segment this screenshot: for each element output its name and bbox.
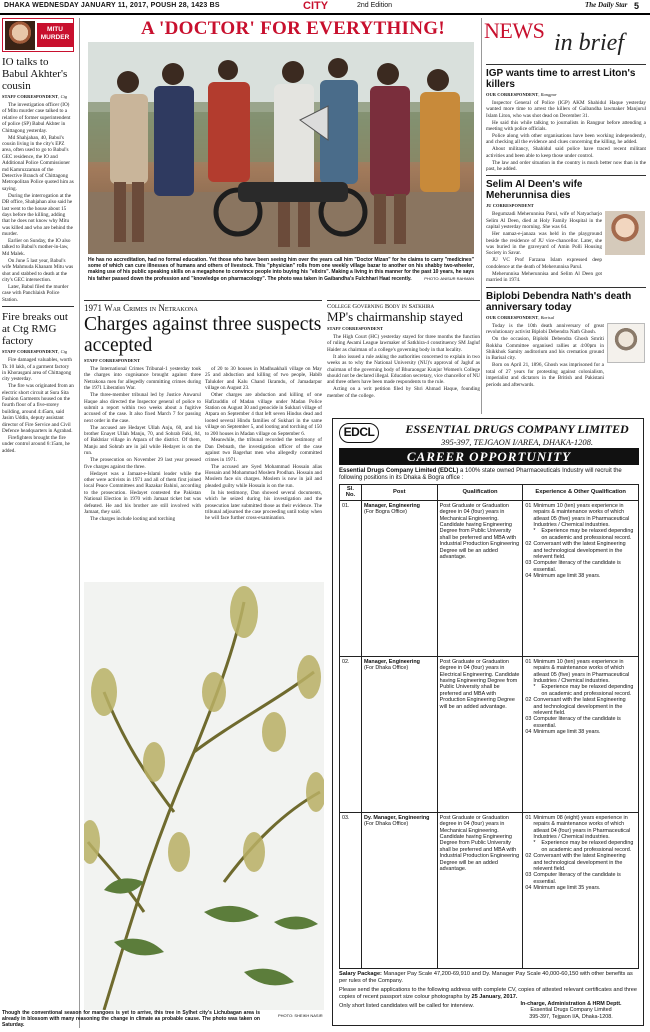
brief1-headline: IGP wants time to arrest Liton's killers (486, 68, 636, 90)
exp-num: 02 (525, 853, 532, 860)
story4-para: Acting on a writ petition filed by Shri Ahmad Haque, founding member of the college. (327, 386, 480, 399)
story1-byline-loc: , Ctg (58, 94, 68, 99)
divider (2, 306, 74, 307)
nib-word-brief: in brief (554, 30, 624, 56)
col-header-sl: Sl. No. (340, 485, 362, 501)
story3-col1 (84, 366, 201, 523)
story3-para: The charges include looting and torching (90, 515, 176, 522)
ad-company-address: 395-397, TEJGAON I/AREA, DHAKA-1208. (440, 437, 594, 447)
story3-para: of 20 to 30 houses in Madhuakhali village on May 25 and abduction and killing of two people, Habib Talukder and Kalu Chand Ikramdu, of Jamadarpur village on August 23. (205, 366, 322, 392)
exp-text: Minimum age limit 38 years. (533, 573, 601, 580)
sign-line1: In-charge, Administration & HRM Deptt. (520, 1001, 622, 1007)
row-post-office: (For Bogra Office) (363, 509, 407, 516)
photo-caption-text: He has no accreditation, had no formal education. Yet those who have been seeing him over the years call him "Doctor Mizan" for he claims to carry "medicines" some of which can cure illnesses of humans and others of livestock. This "physician" rolls from one weekly village bazar to another on his shabby two-wheeler, making use of his public speaking skills on a megaphone to convince people into buying his "elixirs". Making a living in this manner for the past 10 years, he says his father passed down the profession and "knowledge on pharmacology". The photo was taken in Gaibandha's Fulchhari Haat recently. (88, 257, 474, 282)
exp-text: Minimum 10 (ten) years experience in repairs & maintenance works of which atleast 05 (five) years in Pharmaceutical Industries / Chemical industries. (533, 502, 630, 529)
col-header-experience: Experience & Other Qualification (523, 485, 639, 501)
story3-col2 (205, 366, 322, 523)
story1-headline: IO talks to Babul Akhter's cousin (2, 56, 68, 92)
exp-item (525, 573, 636, 579)
story3-para: Hedayet was a Jamaat-e-Islami leader while the other were activists in 1971 and all of them first joined local Peace Committees and Razakar Bahini, according to the prosecution. Hedayet contested the Pakistan National Election in 1970 with Jamaat ticket but was defeated. He and his brother are still involved with Jamaat, they said. (84, 470, 201, 515)
exp-item (525, 528, 636, 541)
ad-intro (339, 468, 639, 482)
brief3-para: Today is the 10th death anniversary of great revolutionary activist Biplobi Debendra Nath Ghosh. (486, 322, 604, 336)
table-row (340, 812, 639, 968)
story4-byline: STAFF CORRESPONDENT (327, 326, 384, 331)
brief2-para: Meherunnisa Meherunnisa and Selim Al Deen got married in 1974. (486, 270, 602, 284)
brief1-para: About militancy, Shahidul said police have traced recent militant activities and been able to keep those under control. (486, 146, 646, 159)
brief1-para: Police along with other organisations have been working independently, and checking all the evidence and clues concerning the killing, he added. (486, 133, 646, 146)
divider (84, 300, 322, 301)
col-header-post: Post (361, 485, 437, 501)
brief3-body (486, 323, 604, 389)
story3-para: Meanwhile, the tribunal recorded the testimony of Dan Debnath, the investigation officer of the case against two Bagerhat men who allegedly committed crimes in 1971. (205, 437, 322, 463)
exp-item (525, 716, 636, 729)
mitu-tag-line2: MURDER (40, 34, 70, 41)
career-opportunity-band: CAREER OPPORTUNITY (339, 448, 639, 465)
brief3-byline-name: OUR CORRESPONDENT (486, 314, 539, 320)
story1-byline (2, 94, 74, 99)
exp-text: Minimum age limit 35 years. (533, 885, 601, 892)
story3-byline: STAFF CORRESPONDENT (84, 358, 141, 363)
story1-para: Later, Babul filed the murder case with Panchlaish Police Station. (2, 283, 69, 303)
story1-para: Earlier on Sunday, the IO also talked to Babul's mother-in-law, Md Malek. (2, 238, 71, 257)
brief3-para: On the occasion, Biplobi Debendra Ghosh Smriti Rokkha Committee organised rallies at 4:00pm in Shikkhok Samity auditorium and his cremation ground in Barisal city. (486, 336, 604, 362)
exp-item (525, 815, 636, 841)
apply-text: Please send the applications to the following address with complete CV, copies of attested relevant certificates and three copies of recent passport size colour photographs by (339, 987, 637, 1000)
war-crimes-story (84, 303, 322, 523)
exp-num: 03 (525, 560, 532, 567)
mango-blossom-illustration (84, 582, 324, 1010)
mp-chairmanship-story (327, 303, 480, 400)
news-in-brief (486, 64, 646, 389)
exp-item (525, 684, 636, 697)
doctor-mizan-photo (88, 42, 474, 254)
row-qualification: Post Graduate or Graduation degree in 04 (four) years in Mechanical Engineering. Candidate having Engineering Degree from Public University shall be preferred and MBA with Industrial Production Engineering Degree will be an added advantage. (437, 500, 523, 656)
brief2-para: Begumzadi Meherunnisa Parul, wife of Natyacharjo Selim Al Deen, died at Holy Family Hospital in the capital yesterday morning. She was 64. (486, 211, 602, 231)
exp-text: Computer literacy of the candidate is essential. (533, 716, 621, 729)
brief2-para: Her namaz-e-janaza was held in the playground beside the residence of JU vice-chancellor. Later, she was buried in the graveyard of Amin Polli Housing Society in Savar. (486, 231, 602, 257)
row-post-title: Dy. Manager, Engineering (363, 814, 430, 821)
exp-num: 04 (525, 573, 532, 580)
row-sl: 02. (340, 656, 362, 812)
exp-item (525, 885, 636, 891)
exp-num: 02 (525, 541, 532, 548)
divider (486, 175, 646, 176)
story1-byline-name: STAFF CORRESPONDENT (2, 94, 59, 99)
shortlist-note: Only short listed candidates will be called for interview. (339, 1003, 474, 1009)
mango-blossom-photo (84, 582, 324, 1010)
story4-para: It also issued a rule asking the authorities concerned to explain in two weeks as to why the National University (NU)'s approval of Jagluf as chairman of the governing body of Bhuraongar Kunjur Women's College should not be declared illegal. Education secretary, vice chancellor of NU and three others have been made respondents to the rule. (327, 353, 480, 386)
column-divider (481, 18, 482, 414)
brief2-byline: JU CORRESPONDENT (486, 203, 534, 209)
exp-text: Experience may be relaxed depending on academic and professional record. (541, 528, 634, 541)
exp-text: Conversant with the latest Engineering and technological development in the relevent field. (533, 541, 626, 561)
row-post (361, 812, 437, 968)
story2-para: Fire damaged valuables, worth Tk 10 lakh, of a garment factory in Khorasgani area of Chittagong city yesterday. (2, 357, 72, 383)
photo-credit: PHOTO: ANISUR RAHMAN (424, 275, 474, 281)
mitu-murder-tag (2, 18, 74, 52)
row-post-office: (For Dhaka Office) (363, 665, 409, 672)
brief1-para: The law and order situation in the country is much better now than in the past, he added. (486, 159, 646, 173)
story3-para: The prosecution on November 29 last year pressed five charges against the three. (84, 457, 201, 470)
row-post-title: Manager, Engineering (363, 658, 420, 665)
story3-para: The three-member tribunal led by Justice Anwarul Haque also directed the Inspector general of police to submit a report within two weeks about a fugitive accused of the case. It also fixed March 7 for passing next order in the case. (84, 392, 201, 424)
ad-signature (503, 1001, 639, 1020)
story3-para: Other charges are abduction and killing of one Hafizuddin of Madan village under Madan Police Station on August 30 and genocide in Sukhari village of Atpara on September 4 that left seven Hindus dead and looted several Hindu families of Sukhari in the same village on September 5, and looting and torching of 150 to 200 houses in Madan village on September 6. (205, 392, 322, 437)
ad-company-name: ESSENTIAL DRUGS COMPANY LIMITED (405, 422, 629, 436)
exp-text: Minimum 08 (eight) years experience in repairs & maintenance works of which atleast 04 (four) years in Pharmaceutical Industries / Chemical industries. (533, 814, 631, 841)
story1-para: On June 5 last year, Babul's wife Mahmuda Khanam Mitu was shot and stabbed to death at the city's GEC intersection. (2, 257, 74, 283)
row-experience (523, 656, 639, 812)
section-name: CITY (303, 0, 329, 12)
row-qualification: Post Graduate or Graduation degree in 04 (four) years in Electrical Engineering. Candidate having Engineering Degree from Public University shall be preferred and MBA with Production Engineering Degree will be an added advantage. (437, 656, 523, 812)
salary-label: Salary Package: (339, 971, 382, 977)
edition-label: 2nd Edition (357, 2, 393, 9)
divider (486, 64, 646, 65)
apply-instructions (339, 987, 639, 1001)
exp-text: Conversant with the latest Engineering and technological development in the relevent field. (533, 697, 626, 717)
exp-item (525, 697, 636, 716)
story1-para: Md Shahjahan, 40, Babul's cousin living in the city's EPZ area, often used to go to Babul's GEC residence, the IO and Additional Police Commissioner md Kamruzzaman of the Detective Branch of Chittagong Metropolitan Police quoted him as saying. (2, 134, 74, 192)
exp-text: Computer literacy of the candidate is essential. (533, 560, 621, 573)
job-table (339, 484, 639, 969)
row-post-title: Manager, Engineering (363, 502, 420, 509)
feature-title: A 'DOCTOR' FOR EVERYTHING! (141, 18, 445, 39)
row-sl: 03. (340, 812, 362, 968)
story4-headline: MP's chairmanship stayed (327, 309, 463, 324)
exp-item (525, 503, 636, 529)
divider (327, 300, 480, 301)
story1-para: The investigation officer (IO) of Mitu murder case talked to a relative of former superintendent of police (SP) Babul Akhter in Chittagong yesterday. (2, 102, 71, 134)
crowd-scene-illustration (88, 42, 474, 254)
exp-num: 03 (525, 872, 532, 879)
col-header-qualification: Qualification (437, 485, 523, 501)
debendra-ghosh-portrait (607, 323, 645, 363)
nib-word-news: NEWS (484, 18, 545, 43)
brief1-body (486, 100, 646, 172)
exp-text: Experience may be relaxed depending on academic and professional record. (541, 684, 634, 697)
story3-para: The accused are Syed Mohammad Hossain alias Hossain and Mohammad Moslem Prodhan. Hossain and Moslem face six charges. Moslem is now in jail and pleaded guilty while Hossain is on the run. (205, 463, 322, 489)
story2-headline: Fire breaks out at Ctg RMG factory (2, 311, 68, 348)
story2-body (2, 357, 74, 454)
brief3-para: Born on April 21, 1896, Ghosh was imprisoned for a total of 27 years for protesting against colonialism, imperialist and dictators in the British and Pakistani periods and afterwards. (486, 362, 604, 388)
brief1-para: He said this while talking to journalists in Rangpur before attending a meeting with police officials. (486, 119, 646, 133)
story2-para: The fire was originated from an electric short circuit at Sura Sita Fashion Garments housed on the fourth floor of a five-storey building, around 4:45am, said Jasim Uddin, deputy assistant director of Fire Service and Civil Defence headquarters in Agrabad. (2, 383, 74, 435)
row-qualification: Post Graduate or Graduation degree in 04 (four) years in Mechanical Engineering. Candidate having Engineering Degree from Public University shall be preferred and MBA with Industrial Production Engineering Degree will be an added advantage. (437, 812, 523, 968)
brief1-byline (486, 92, 646, 97)
exp-num: 01 (525, 502, 532, 509)
sign-line2: Essential Drugs Company Limited (530, 1007, 612, 1014)
story1-body (2, 102, 74, 303)
exp-num: 03 (525, 716, 532, 723)
brief3-byline (486, 315, 646, 320)
story3-headline: Charges against three suspects accepted (84, 314, 322, 356)
news-in-brief-header (484, 18, 647, 60)
story2-byline-name: STAFF CORRESPONDENT (2, 349, 59, 355)
exp-item (525, 840, 636, 853)
exp-text: Conversant with the latest Engineering and technological development in the relevent field. (533, 853, 626, 873)
exp-item (525, 872, 636, 885)
row-post (361, 656, 437, 812)
row-sl: 01. (340, 500, 362, 656)
job-table-body (340, 500, 639, 968)
apply-deadline: 25 January, 2017. (471, 993, 518, 1000)
row-post-office: (For Dhaka Office) (363, 821, 409, 828)
exp-item (525, 541, 636, 560)
exp-text: Computer literacy of the candidate is essential. (533, 872, 621, 885)
brief2-headline: Selim Al Deen's wife Meherunnisa dies (486, 179, 583, 202)
story3-para: The International Crimes Tribunal-1 yesterday took the charges into cognisance brought against three Netrakona men for allegedly committing crimes during the 1971 Liberation War. (84, 366, 201, 392)
story2-para: Firefighters brought the fire under control around 6:15am, he added. (2, 434, 70, 454)
brief1-byline-loc: , Rangpur (538, 92, 557, 97)
mango-caption: Though the conventional season for mangoes is yet to arrive, this tree in Sylhet city's Lichubagan area is already in blossom with many reasoning the change in climate as probable cause. The photo was taken on Saturday. (2, 1010, 260, 1028)
edcl-logo: EDCL (339, 423, 379, 443)
exp-item (525, 560, 636, 573)
mango-photo-credit: PHOTO: SHEIKH NASIR (278, 1013, 323, 1018)
job-table-header (340, 485, 639, 501)
mitu-portrait (5, 21, 35, 50)
brief2-para: JU VC Prof Farzana Islam expressed deep condolence at the death of Meherunnisa Parul. (486, 257, 602, 270)
story4-body (327, 334, 480, 399)
exp-num: 01 (525, 658, 532, 665)
exp-num: * (533, 684, 536, 691)
story1-para: During the interrogation at the DB office, Shahjahan also said he last went to the house about 15 days before the killing, adding that he does not know why Mitu was killed and who are behind the murder. (2, 192, 73, 238)
page-number: 5 (634, 1, 640, 11)
exp-num: * (533, 528, 536, 535)
story4-kicker: College Governing Body in Satkhira (327, 303, 435, 310)
exp-num: 04 (525, 729, 532, 736)
brief3-headline: Biplobi Debendra Nath's death anniversary today (486, 290, 632, 313)
exp-item (525, 659, 636, 685)
column-divider (79, 18, 80, 1028)
mitu-tag-band (37, 23, 73, 47)
exp-text: Minimum age limit 38 years. (533, 729, 601, 736)
edcl-career-ad (332, 418, 644, 1026)
exp-num: 02 (525, 697, 532, 704)
sign-line3: 395-397, Tejgaon I/A, Dhaka-1208. (529, 1013, 613, 1020)
left-column (2, 18, 74, 455)
story2-byline-loc: , Ctg (58, 349, 68, 355)
ad-intro-bold: Essential Drugs Company Limited (EDCL) (339, 468, 459, 474)
brief2-body (486, 211, 602, 283)
divider (486, 287, 646, 288)
exp-item (525, 729, 636, 735)
story3-para: The accused are Hedayet Ullah Anju, 60, and his brother Enayet Ullah Manju, 70, and Sohrab Faki, 84, of Bakhtiar village in Atpara of the district. Of them, Manju and Sohrab are in jail while Hedayet is on the run. (84, 424, 201, 457)
exp-item (525, 853, 636, 872)
exp-num: 01 (525, 814, 532, 821)
masthead-date: DHAKA WEDNESDAY JANUARY 11, 2017, POUSH 28, 1423 BS (4, 2, 220, 9)
brief1-byline-name: OUR CORRESPONDENT (486, 92, 539, 97)
mitu-tag-line1: MITU (47, 26, 63, 33)
exp-text: Minimum 10 (ten) years experience in repairs & maintenance works of which atleast 05 (five) years in Pharmaceutical Industries / Chemical industries. (533, 658, 630, 685)
salary-text: Manager Pay Scale 47,200-69,910 and Dy. Manager Pay Scale 40,000-60,150 with other benefits as per rules of the Company. (339, 971, 633, 984)
row-post (361, 500, 437, 656)
story4-para: The High Court (HC) yesterday stayed for three months the function of ruling Awami League lawmaker of Satkhira-4 constituency SM Jagluf Haider as chairman of a college's governing body in that locality. (327, 334, 480, 353)
table-row (340, 656, 639, 812)
table-row (340, 500, 639, 656)
story3-kicker: 1971 War Crimes in Netrakona (84, 303, 198, 313)
masthead-rule (0, 13, 650, 15)
meherunnisa-portrait (605, 211, 645, 255)
brief1-para: Inspector General of Police (IGP) AKM Shahidul Haque yesterday wanted more time to arrest the killers of Gaibandha lawmaker Manjurul Islam Liton, who was shot dead on December 31. (486, 100, 646, 119)
story2-byline (2, 349, 74, 354)
exp-num: * (533, 840, 536, 847)
photo-caption (88, 257, 474, 282)
ad-intro-rest: a 100% state owned Pharmaceuticals Industry will recruit the following positions in its Dhaka & Bogra office : (339, 468, 622, 481)
exp-num: 04 (525, 885, 532, 892)
paper-name: The Daily Star (585, 1, 628, 9)
story3-para: In his testimony, Dan showed several documents, which he seized during his investigation and the prosecution later submitted those as their evidence. The tribunal adjourned the case proceeding until today when he will face further cross-examination. (205, 489, 322, 522)
masthead (0, 0, 650, 14)
row-experience (523, 500, 639, 656)
row-experience (523, 812, 639, 968)
salary-package (339, 971, 639, 985)
brief3-byline-loc: , Barisal (538, 314, 555, 320)
exp-text: Experience may be relaxed depending on academic and professional record. (541, 840, 634, 853)
